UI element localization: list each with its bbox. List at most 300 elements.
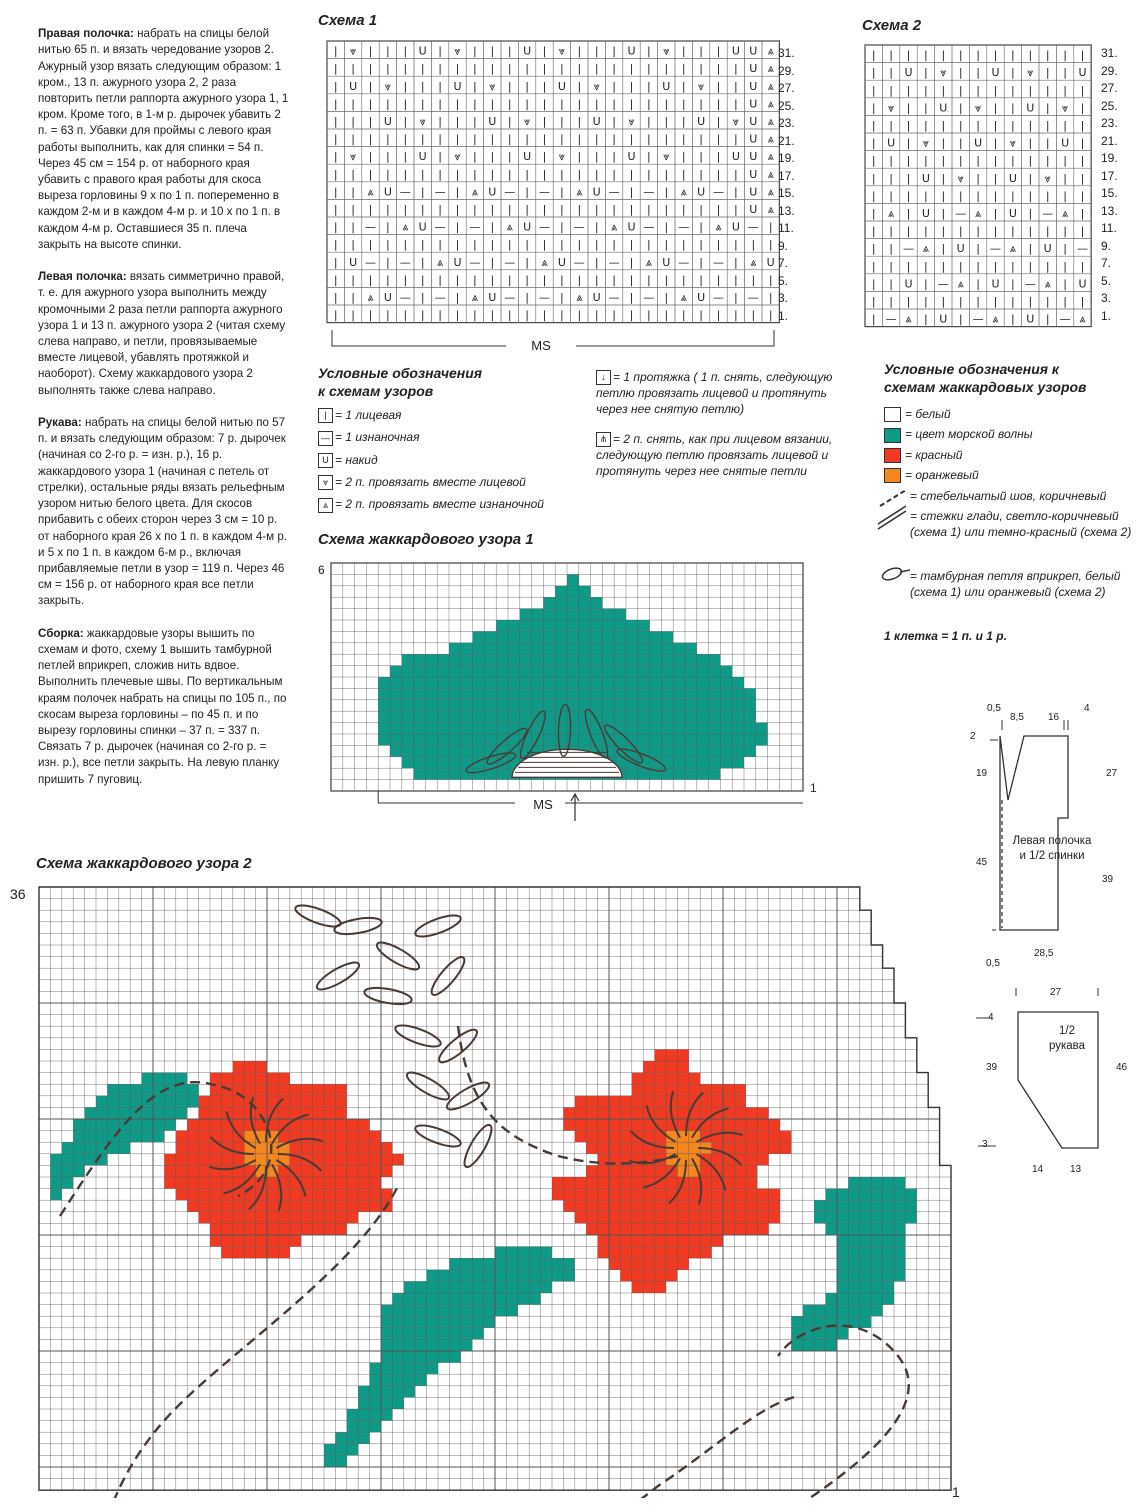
stitch-symbol: U	[697, 115, 706, 128]
stitch-symbol: |	[871, 189, 876, 203]
color-swatch	[884, 428, 901, 443]
stitch-symbol: |	[403, 167, 408, 181]
legend1-pull: ↓ = 1 протяжка ( 1 п. снять, следующую петлю провязать лицевой и протянуть через нее снятую петлю)	[596, 370, 833, 417]
stitch-symbol: |	[1063, 154, 1067, 168]
stitch-symbol: |	[1063, 171, 1067, 185]
stitch-symbol: |	[368, 62, 373, 76]
stitch-symbol: |	[664, 185, 669, 199]
stitch-symbol: |	[490, 62, 495, 76]
row-number: 31.	[1101, 46, 1118, 60]
stitch-symbol: |	[542, 150, 547, 164]
stitch-symbol: ⩓	[645, 255, 653, 269]
stitch-symbol: |	[699, 238, 703, 252]
jacquard2-grid	[38, 886, 952, 1498]
stitch-symbol: |	[1045, 136, 1050, 150]
stitch-symbol: —	[1024, 277, 1036, 291]
stitch-symbol: U	[488, 185, 497, 199]
stitch-symbol: |	[1063, 119, 1067, 132]
stitch-symbol: |	[716, 132, 721, 146]
stitch-symbol: |	[716, 97, 721, 111]
stitch-symbol: |	[577, 167, 582, 181]
stitch-symbol: U	[1061, 136, 1070, 150]
stitch-symbol: |	[906, 207, 911, 220]
stitch-symbol: |	[577, 150, 582, 164]
stitch-symbol: |	[333, 167, 338, 181]
stitch-symbol: |	[889, 242, 893, 256]
stitch-symbol: |	[924, 224, 928, 238]
stitch-symbol: |	[924, 189, 928, 203]
leaf-cell	[347, 1421, 381, 1433]
stitch-symbol: |	[1045, 295, 1050, 308]
stitch-symbol: |	[1045, 312, 1050, 326]
leaf-cell	[381, 1328, 484, 1340]
stitch-symbol: U	[956, 242, 965, 256]
stitch-symbol: U	[383, 291, 392, 304]
stitch-symbol: |	[351, 308, 355, 322]
stitch-symbol: ⩔	[454, 150, 461, 164]
stitch-symbol: ⩓	[402, 220, 409, 234]
stitch-symbol: |	[1028, 242, 1033, 256]
stitch-symbol: |	[906, 136, 911, 150]
stitch-symbol: |	[386, 150, 390, 164]
jacquard2-bottom-row: 1	[952, 1484, 960, 1500]
stitch-symbol: |	[594, 255, 599, 269]
stitch-symbol: |	[906, 224, 911, 238]
stitch-symbol: |	[490, 167, 495, 181]
stitch-symbol: |	[664, 132, 669, 146]
stitch-symbol: ⩓	[750, 255, 757, 269]
stitch-symbol: |	[734, 79, 738, 93]
stitch-symbol: |	[612, 62, 616, 76]
stitch-symbol: U	[766, 255, 775, 269]
stitch-symbol: —	[1042, 207, 1054, 220]
stitch-symbol: |	[438, 238, 442, 252]
stitch-symbol: |	[699, 203, 703, 216]
color-legend-label: = цвет морской волны	[905, 427, 1033, 442]
stitch-symbol: |	[507, 150, 512, 164]
stitch-symbol: |	[629, 255, 634, 269]
stitch-symbol: |	[368, 273, 373, 287]
stitch-symbol: |	[734, 291, 738, 304]
stitch-symbol: |	[941, 48, 946, 62]
stitch-symbol: |	[403, 115, 408, 128]
stitch-symbol: |	[420, 203, 425, 216]
stitch-symbol: |	[1045, 259, 1050, 273]
stitch-symbol: |	[699, 132, 703, 146]
stitch-symbol: |	[507, 308, 512, 322]
stitch-symbol: |	[906, 154, 911, 168]
stitch-symbol: |	[716, 44, 721, 58]
stem-stitch-icon	[880, 490, 906, 506]
stitch-symbol: ⩓	[471, 291, 479, 304]
stitch-symbol: |	[958, 154, 963, 168]
stitch-symbol: |	[1045, 48, 1050, 62]
stitch-symbol: |	[368, 167, 373, 181]
stitch-symbol: |	[525, 79, 529, 93]
stitch-symbol: |	[734, 132, 738, 146]
stitch-symbol: U	[749, 79, 758, 93]
stitch-symbol: |	[455, 167, 460, 181]
stitch-symbol: |	[542, 44, 547, 58]
stitch-symbol: U	[1078, 66, 1087, 80]
stitch-symbol: |	[1028, 119, 1033, 132]
stitch-symbol: |	[525, 185, 529, 199]
stitch-symbol: U	[697, 291, 706, 304]
stitch-symbol: —	[365, 255, 376, 269]
stitch-symbol: U	[627, 150, 636, 164]
stitch-symbol: |	[958, 312, 963, 326]
stitch-symbol: |	[1063, 189, 1067, 203]
legend2-stitch2: = стежки глади, светло-коричневый (схема 1) или темно-красный (схема 2)	[910, 509, 1132, 539]
stitch-symbol: |	[958, 189, 963, 203]
stitch-symbol: |	[906, 119, 911, 132]
stitch-symbol: |	[507, 203, 512, 216]
stitch-symbol: |	[629, 79, 634, 93]
stitch-symbol: |	[368, 115, 373, 128]
sleeve-dim-d: 13	[1070, 1164, 1082, 1175]
leaf-cell	[848, 1177, 905, 1189]
stitch-symbol: |	[993, 189, 998, 203]
stitch-symbol: |	[560, 97, 564, 111]
row-number: 13.	[778, 203, 795, 218]
legend2-color-list	[884, 406, 1134, 487]
stitch-symbol: |	[403, 62, 408, 76]
stitch-symbol: |	[438, 150, 442, 164]
front-dim-g: 27	[1106, 768, 1118, 779]
stem-stitch-line	[338, 1396, 798, 1498]
row-number: 5.	[778, 273, 789, 288]
stitch-symbol: |	[1063, 242, 1067, 256]
stitch-symbol: |	[681, 167, 686, 181]
stitch-symbol: |	[420, 97, 425, 111]
stitch-symbol: |	[386, 62, 390, 76]
stitch-symbol: |	[871, 259, 876, 273]
stitch-symbol: |	[525, 132, 529, 146]
stitch-symbol: ⩓	[767, 167, 774, 181]
leaf-cell	[814, 1212, 917, 1224]
stitch-symbol: |	[490, 44, 495, 58]
front-dim-h: 45	[976, 857, 988, 868]
stitch-symbol: U	[488, 291, 497, 304]
stitch-symbol: |	[403, 308, 408, 322]
row-number: 25.	[1101, 98, 1118, 113]
stitch-symbol: |	[1028, 207, 1033, 220]
flower-cell	[655, 1049, 689, 1061]
stitch-symbol: |	[542, 167, 547, 181]
paragraph-sleeves: Рукава: набрать на спицы белой нитью по 57 п. и вязать следующим образом: 7 р. дырочек (начиная со 2-го р. = изн. р.), 16 р. жаккардового узора 1 (начиная с петель от стрелки), остальные ряды вязать рельефным узором нитью белого цвета. Для скосов прибавить с обеих сторон через 3 см = 10 р. от наборного края 26 х по 1 п. в каждом 4-м р. и 5 х по 1 п. в каждом 6-м р., включая прибавляемые петли в узор = 119 п. Через 46 см = 156 р. от наборного края все петли закрыть.	[38, 416, 291, 608]
stitch-symbol: |	[941, 295, 946, 308]
stitch-symbol: |	[455, 115, 460, 128]
color-legend-item	[884, 447, 1134, 463]
stitch-symbol: U	[523, 150, 532, 164]
stitch-symbol: |	[647, 273, 651, 287]
stitch-symbol: |	[941, 224, 946, 238]
stitch-symbol: |	[716, 62, 721, 76]
sleeve-dim-left: 39	[986, 1062, 998, 1073]
stitch-symbol: |	[889, 189, 893, 203]
stitch-symbol: |	[664, 238, 669, 252]
stitch-symbol: |	[525, 291, 529, 304]
stitch-symbol: |	[716, 167, 721, 181]
stitch-symbol: |	[768, 308, 773, 322]
stitch-symbol: |	[351, 132, 355, 146]
stitch-symbol: |	[681, 273, 686, 287]
stitch-symbol: |	[542, 97, 547, 111]
stitch-symbol: |	[420, 273, 425, 287]
stitch-symbol: ⩔	[1061, 101, 1069, 115]
stitch-symbol: U	[1026, 101, 1035, 115]
stitch-symbol: |	[1011, 66, 1015, 80]
stitch-symbol: |	[1028, 83, 1033, 97]
stitch-symbol: |	[542, 79, 547, 93]
row-number: 23.	[778, 116, 795, 130]
row-number: 1.	[778, 308, 789, 323]
stitch-symbol: |	[1011, 224, 1015, 238]
stitch-symbol: ⩔	[349, 150, 357, 164]
stitch-symbol: |	[351, 220, 355, 234]
stitch-symbol: |	[993, 154, 998, 168]
stitch-symbol: |	[906, 171, 911, 185]
stitch-symbol: |	[629, 273, 634, 287]
stitch-symbol: ⩔	[663, 44, 670, 58]
stitch-symbol: U	[939, 312, 948, 326]
stitch-symbol: |	[629, 308, 634, 322]
stitch-symbol: |	[368, 79, 373, 93]
jacquard1-title: Схема жаккардового узора 1	[318, 531, 534, 548]
stitch-symbol: |	[577, 97, 582, 111]
color-legend-item	[884, 406, 1134, 422]
stitch-symbol: |	[889, 48, 893, 62]
stitch-symbol: |	[716, 203, 721, 216]
stitch-symbol: |	[681, 62, 686, 76]
stitch-symbol: |	[647, 203, 651, 216]
stitch-symbol: —	[713, 255, 724, 269]
stitch-symbol: |	[906, 101, 911, 115]
row-number: 29.	[778, 63, 795, 78]
leaf-cell	[390, 666, 732, 677]
stitch-symbol: |	[577, 115, 582, 128]
stitch-symbol: ⩔	[922, 136, 930, 150]
stitch-symbol: —	[539, 185, 550, 199]
stitch-symbol: U	[749, 115, 758, 128]
stitch-symbol: ⩓	[905, 312, 912, 326]
stitch-symbol: |	[403, 203, 408, 216]
stitch-symbol: ⩓	[767, 44, 774, 58]
row-number: 3.	[1101, 291, 1112, 305]
stitch-symbol: U	[592, 115, 601, 128]
front-dim-i: 39	[1102, 874, 1114, 885]
stitch-symbol: |	[594, 44, 599, 58]
stitch-symbol: |	[1080, 101, 1085, 115]
stitch-symbol: |	[351, 62, 355, 76]
stitch-symbol: ⩓	[471, 185, 479, 199]
stitch-symbol: ⩓	[576, 185, 583, 199]
legend1-title: Условные обозначения к схемам узоров	[318, 365, 483, 399]
stitch-symbol: |	[455, 220, 460, 234]
stitch-symbol: |	[455, 97, 460, 111]
stitch-symbol: |	[560, 62, 564, 76]
stitch-symbol: |	[924, 66, 928, 80]
front-dim-j: 0,5	[986, 958, 1000, 969]
stitch-symbol: |	[333, 291, 338, 304]
stitch-symbol: |	[403, 44, 408, 58]
stitch-symbol: |	[560, 308, 564, 322]
stitch-symbol: |	[351, 203, 355, 216]
stitch-symbol: |	[490, 273, 495, 287]
stitch-symbol: |	[976, 189, 980, 203]
color-swatch	[884, 448, 901, 463]
stitch-symbol: |	[1045, 83, 1050, 97]
stitch-symbol: |	[333, 203, 338, 216]
stitch-symbol: |	[1011, 277, 1015, 291]
color-legend-item	[884, 467, 1134, 483]
stitch-symbol: |	[958, 66, 963, 80]
stitch-symbol: —	[469, 220, 481, 234]
row-number: 25.	[778, 98, 795, 113]
stitch-symbol: ⩓	[1009, 242, 1017, 256]
leaf-cell	[427, 1270, 575, 1282]
stitch-symbol: |	[629, 97, 634, 111]
stitch-symbol: |	[889, 119, 893, 132]
stitch-symbol: |	[542, 238, 547, 252]
stitch-symbol: |	[681, 308, 686, 322]
row-number: 3.	[778, 291, 789, 305]
paragraph-right-front: Правая полочка: набрать на спицы белой нитью 65 п. и вязать чередование узоров 2. Ажурный узор вязать следующим образом: 1 кром., 13 п. ажурного узора 2, 2 раза повторить петли раппорта ажурного узора 1, 1 кром. Кроме того, в 1-м р. дырочек убавить 2 п. = 63 п. Убавки для проймы с левого края работы выполнить, как для спинки = 54 п. Через 45 см = 154 р. от наборного края убавить с правого края работы для скоса выреза горловины 9 х по 1 п. попеременно в каждом 2-м и в каждом 4-м р. и 10 х по 1 п. в каждом 4-м р. Оставшиеся 35 п. плеча закрыть на высоте спинки.	[38, 27, 292, 251]
stitch-symbol: |	[577, 44, 582, 58]
stitch-symbol: |	[560, 220, 564, 234]
legend2-title: Условные обозначения к схемам жаккардовых узоров	[884, 361, 1087, 395]
stitch-symbol: |	[924, 119, 928, 132]
stitch-symbol: |	[647, 167, 651, 181]
stitch-symbol: U	[1008, 207, 1017, 220]
stitch-symbol: U	[383, 185, 392, 199]
flower-cell	[598, 1235, 723, 1247]
stitch-symbol: |	[1011, 295, 1015, 308]
stitch-symbol: |	[1063, 48, 1067, 62]
stitch-symbol: |	[1080, 83, 1085, 97]
stitch-symbol: |	[560, 291, 564, 304]
stitch-symbol: |	[542, 132, 547, 146]
stitch-symbol: |	[455, 238, 460, 252]
stitch-symbol: |	[734, 238, 738, 252]
stitch-symbol: |	[507, 115, 512, 128]
stitch-symbol: U	[557, 79, 566, 93]
row-number: 9.	[1101, 238, 1112, 253]
stitch-symbol: —	[713, 185, 724, 199]
stitch-symbol: ⩔	[419, 115, 426, 128]
stitch-symbol: |	[647, 132, 651, 146]
stitch-symbol: |	[438, 44, 442, 58]
stitch-symbol: |	[386, 238, 390, 252]
stitch-symbol: |	[993, 119, 998, 132]
stitch-symbol: |	[525, 62, 529, 76]
stitch-symbol: ⩓	[767, 97, 774, 111]
stitch-symbol: |	[768, 238, 773, 252]
stitch-symbol: |	[386, 308, 390, 322]
stitch-symbol: U	[904, 66, 913, 80]
stitch-symbol: U	[662, 79, 671, 93]
stitch-symbol: U	[921, 171, 930, 185]
paragraph-assembly: Сборка: жаккардовые узоры вышить по схемам и фото, схему 1 вышить тамбурной петлей вприкреп, сложив нить вдвое. Выполнить плечевые швы. По вертикальным краям полочек набрать на спицы по 105 п., по скосам выреза горловины – по 45 п. и по вырезу горловины спинки – 37 п. = 337 п. Связать 7 р. дырочек (начиная со 2-го р. = изн. р.), все петли закрыть. На левую планку пришить 7 пуговиц.	[38, 626, 290, 786]
stitch-symbol: |	[647, 97, 651, 111]
stitch-symbol: |	[699, 308, 703, 322]
stitch-symbol: |	[1028, 154, 1033, 168]
scheme1-row-numbers	[778, 45, 795, 325]
stitch-symbol: |	[473, 203, 477, 216]
stitch-symbol: ⩔	[489, 79, 496, 93]
stitch-symbol: |	[1011, 154, 1015, 168]
row-number: 29.	[1101, 63, 1118, 78]
stitch-symbol: |	[612, 203, 616, 216]
stitch-symbol: |	[924, 48, 928, 62]
stitch-symbol: |	[629, 62, 634, 76]
stitch-symbol: |	[473, 79, 477, 93]
stitch-symbol: |	[976, 295, 980, 308]
stitch-symbol: |	[420, 62, 425, 76]
stitch-symbol: |	[368, 203, 373, 216]
stitch-symbol: U	[991, 277, 1000, 291]
stitch-symbol: |	[906, 189, 911, 203]
scheme2-title: Схема 2	[862, 17, 922, 34]
stitch-symbol: |	[333, 97, 338, 111]
legend1-two: ⋔ = 2 п. снять, как при лицевом вязании, следующую петлю провязать лицевой и протянуть через нее снятые петли	[596, 432, 833, 479]
stitch-symbol: |	[577, 308, 582, 322]
stitch-symbol: |	[594, 220, 599, 234]
stitch-symbol: U	[627, 44, 636, 58]
leaf-cell	[473, 631, 674, 642]
stitch-symbol: |	[1080, 136, 1085, 150]
stitch-symbol: U	[731, 150, 740, 164]
color-swatch	[884, 468, 901, 483]
stitch-symbol: |	[734, 255, 738, 269]
flower-cell	[575, 1096, 746, 1108]
stitch-symbol: —	[469, 255, 481, 269]
stitch-symbol: —	[504, 255, 516, 269]
stitch-symbol: |	[1080, 171, 1085, 185]
stitch-symbol: |	[871, 171, 876, 185]
stitch-symbol: |	[368, 97, 373, 111]
stitch-symbol: ⩔	[940, 66, 947, 80]
stitch-symbol: |	[403, 150, 408, 164]
scheme1-title: Схема 1	[318, 12, 378, 29]
stitch-symbol: U	[749, 167, 758, 181]
stitch-symbol: |	[507, 62, 512, 76]
stitch-symbol: U	[592, 291, 601, 304]
stitch-symbol: |	[681, 97, 686, 111]
stitch-symbol: |	[473, 44, 477, 58]
stitch-symbol: |	[490, 220, 495, 234]
stitch-symbol: |	[333, 273, 338, 287]
stitch-symbol: |	[403, 238, 408, 252]
stitch-symbol: |	[473, 97, 477, 111]
stitch-symbol: |	[612, 44, 616, 58]
stitch-symbol: |	[507, 44, 512, 58]
stitch-symbol: |	[716, 273, 721, 287]
stitch-symbol: |	[993, 224, 998, 238]
leaf-cell	[381, 1351, 461, 1363]
row-number: 7.	[1101, 256, 1112, 270]
sleeve-dim-b: 3	[982, 1139, 988, 1150]
stitch-symbol: |	[1063, 83, 1067, 97]
stitch-symbol: |	[993, 83, 998, 97]
stitch-symbol: ⩓	[541, 255, 548, 269]
stitch-symbol: |	[560, 185, 564, 199]
stitch-symbol: |	[1080, 154, 1085, 168]
stitch-symbol: |	[351, 291, 355, 304]
stitch-symbol: ⩔	[1044, 171, 1051, 185]
stitch-symbol: |	[976, 224, 980, 238]
row-number: 1.	[1101, 308, 1112, 323]
